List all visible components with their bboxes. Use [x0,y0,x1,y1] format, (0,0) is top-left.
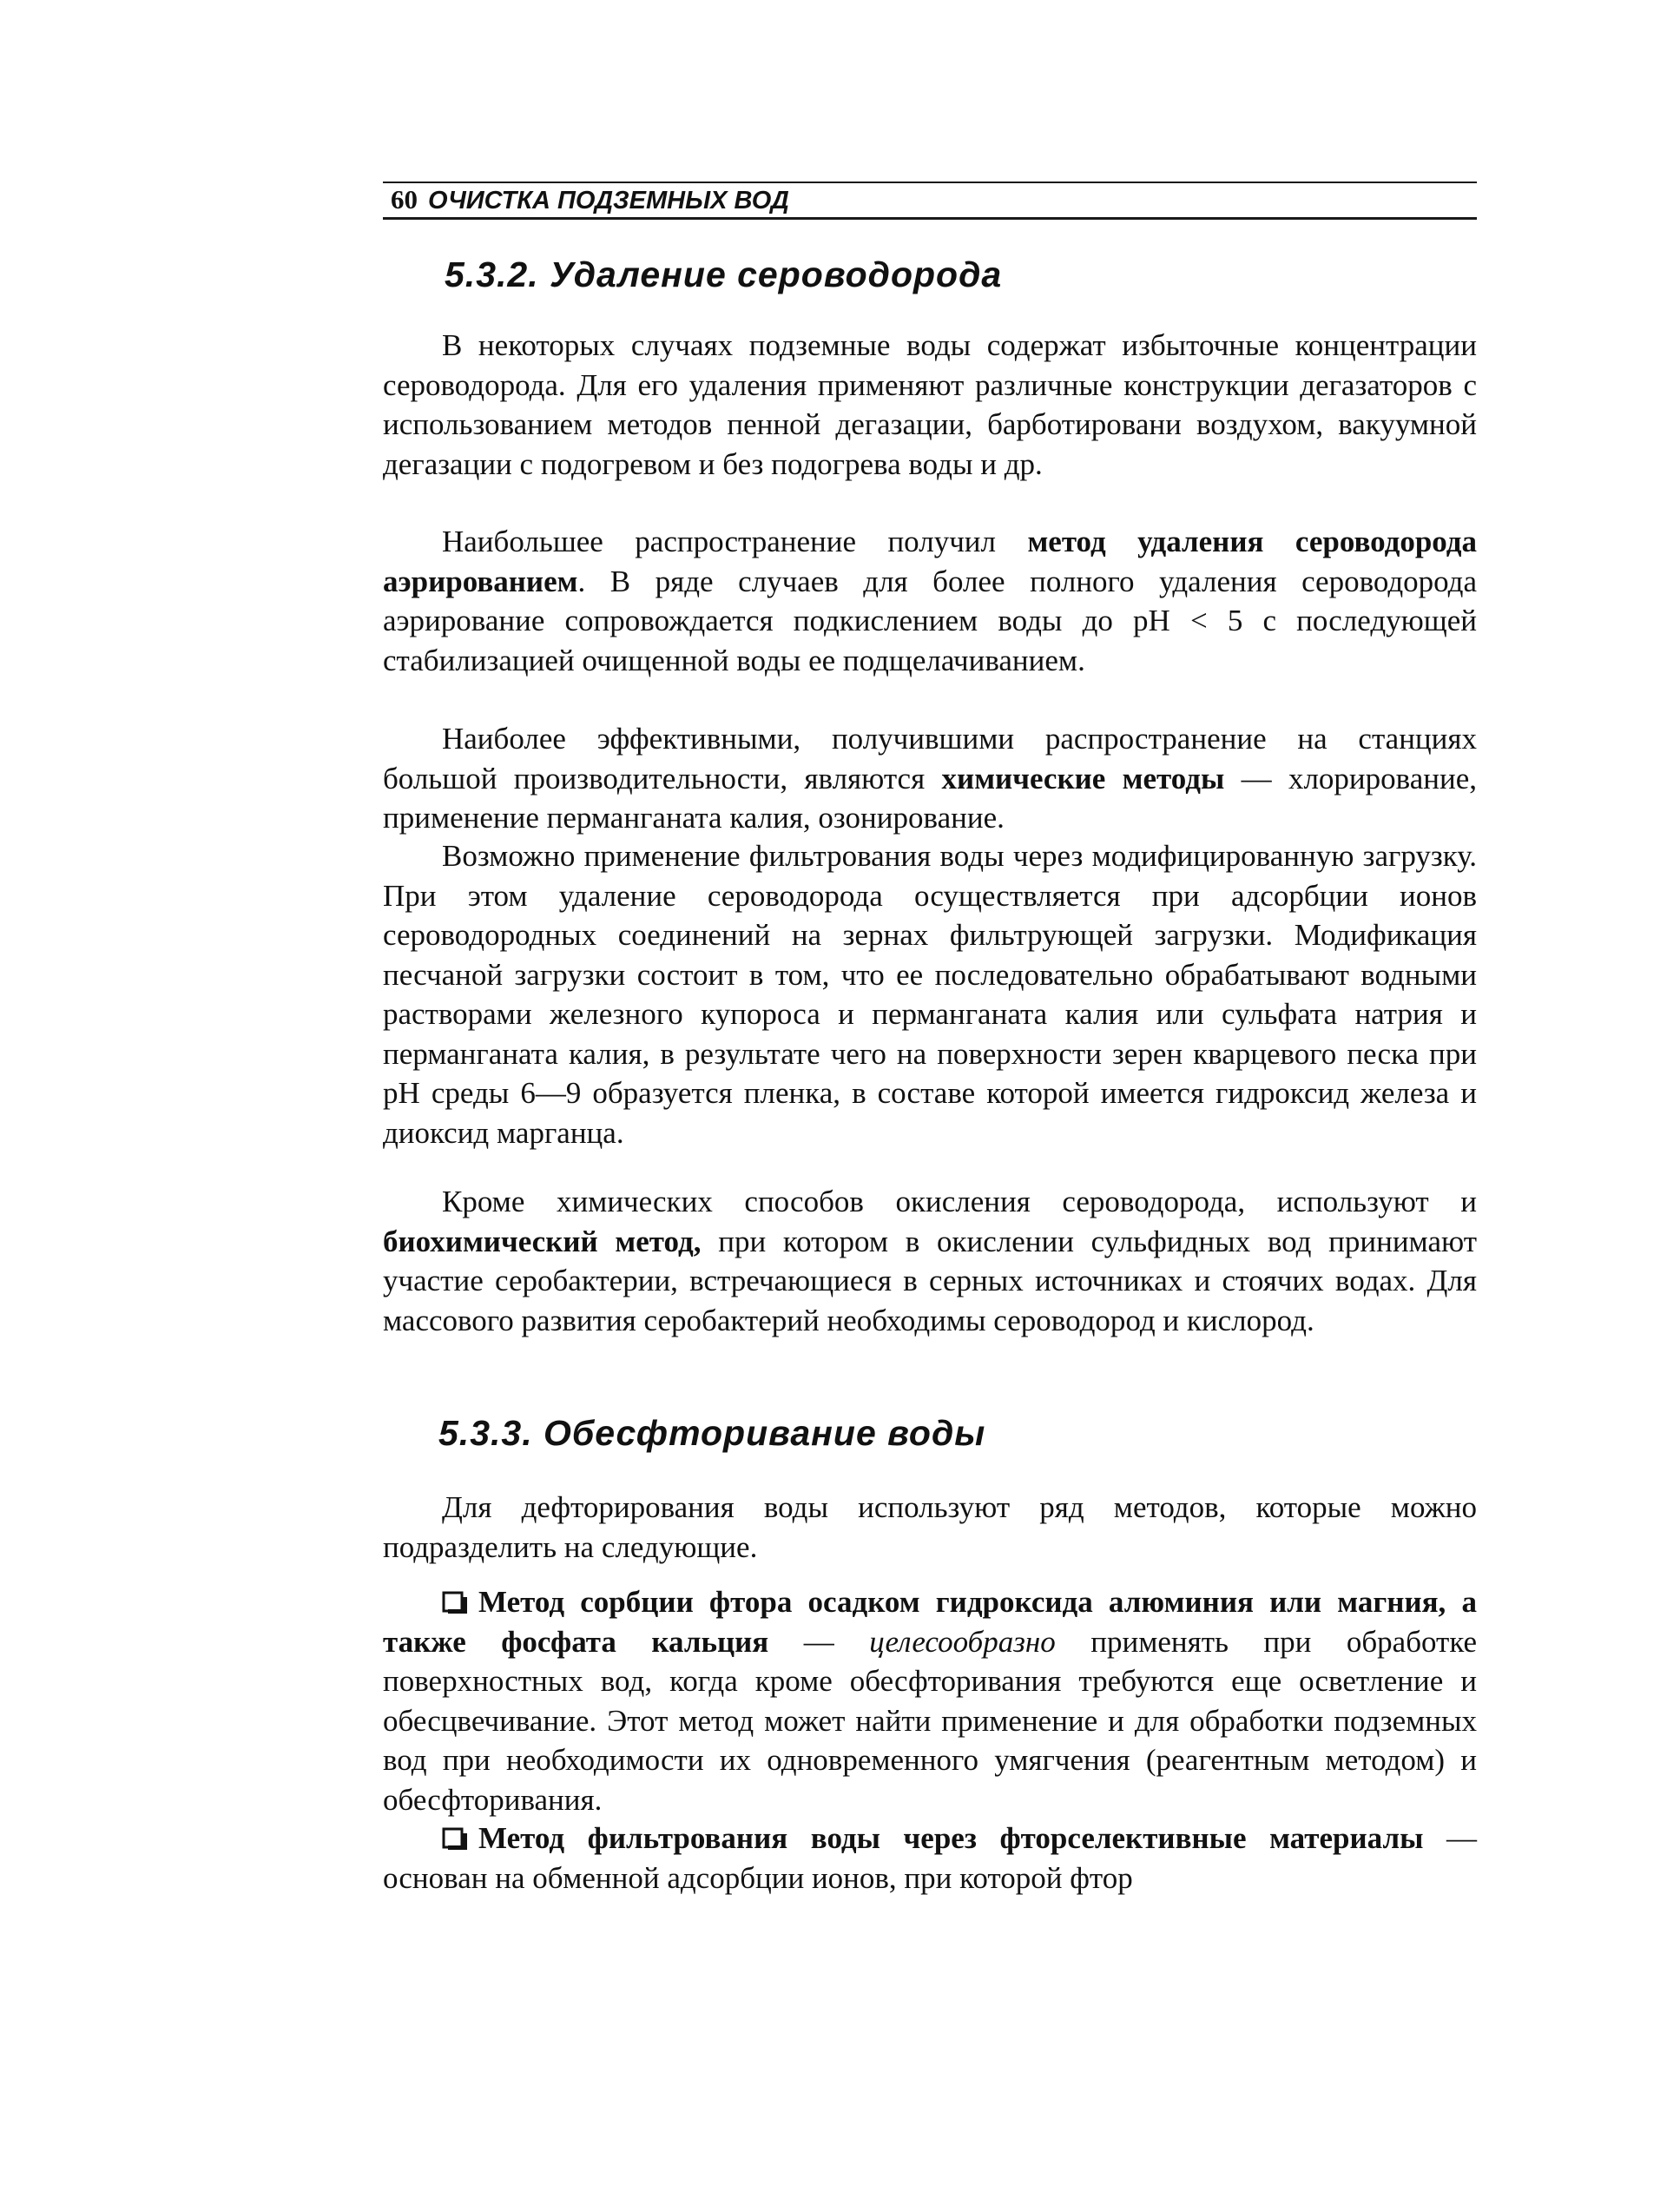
paragraph-text: — [768,1624,870,1659]
checkbox-icon [442,1826,468,1851]
bold-term: метод удаления сероводорода аэрированием [383,525,1477,598]
paragraph-text: — хлорирование, применение перманганата калия, озонирование. [383,761,1478,835]
paragraph [383,522,1477,680]
section-heading-hydrogen-sulfide: 5.3.2. Удаление сероводорода [445,254,1003,294]
paragraph-text: Кроме химических способов окисления сероводорода, используют и [442,1185,1477,1218]
paragraph-text: применять при обработке поверхностных вод, когда кроме обесфторивания требуются еще осветление и обесцвечивание. Этот метод может найти применение и для обработки подземных вод при необходимости их одновременного умягчения (реагентным методом) и обесфторивания. [383,1624,1478,1817]
paragraph-text: при котором в окислении сульфидных вод принимают участие серобактерии, встречающиеся в серных источниках и стоячих водах. Для массового развития серобактерий необходимы сероводород и кислород. [383,1224,1477,1337]
section-heading-defluoridation: 5.3.3. Обесфторивание воды [438,1413,986,1453]
paragraph: Для дефторирования воды используют ряд методов, которые можно подразделить на следующие. [383,1490,1477,1564]
bold-term: Метод фильтрования воды через фторселективные материалы [478,1821,1424,1855]
page-number: 60 [391,184,418,215]
paragraph-text: Наибольшее распространение получил [442,525,1028,558]
bold-term: химические методы [941,761,1225,796]
list-item [383,1582,1477,1819]
paragraph [383,1182,1477,1340]
paragraph [383,719,1477,838]
italic-term: целесообразно [869,1624,1056,1659]
running-header [391,184,789,215]
paragraph-text: Наиболее эффективными, получившими распространение на станциях большой производительности, являются [383,722,1477,796]
list-item [383,1819,1477,1898]
paragraph-text: — основан на обменной адсорбции ионов, при которой фтор [383,1821,1478,1895]
checkbox-icon [442,1590,468,1614]
paragraph: Возможно применение фильтрования воды через модифицированную загрузку. При этом удаление сероводорода осуществляется при адсорбции ионов сероводородных соединений на зернах фильтрующей загрузки. Модификация песчаной загрузки состоит в том, что ее последовательно обрабатывают водными растворами железного купороса и перманганата калия или сульфата натрия и перманганата калия, в результате чего на поверхности зерен кварцевого песка при pH среды 6—9 образуется пленка, в составе которой имеется гидроксид железа и диоксид марганца. [383,839,1477,1150]
bold-term: биохимический метод, [383,1224,702,1258]
running-title: ОЧИСТКА ПОДЗЕМНЫХ ВОД [428,187,789,215]
header-rule-bottom [383,217,1477,220]
paragraph: В некоторых случаях подземные воды содержат избыточные концентрации сероводорода. Для его удаления применяют различные конструкции дегазаторов с использованием методов пенной дегазации, барботировани воздухом, вакуумной дегазации с подогревом и без подогрева воды и др. [383,328,1477,481]
paragraph-text: . В ряде случаев для более полного удаления сероводорода аэрирование сопровождается подкислением воды до pH < 5 с последующей стабилизацией очищенной воды ее подщелачиванием. [383,564,1477,677]
header-rule-top [383,182,1477,183]
bold-term: Метод сорбции фтора осадком гидроксида алюминия или магния, а также фосфата кальция [383,1585,1477,1659]
